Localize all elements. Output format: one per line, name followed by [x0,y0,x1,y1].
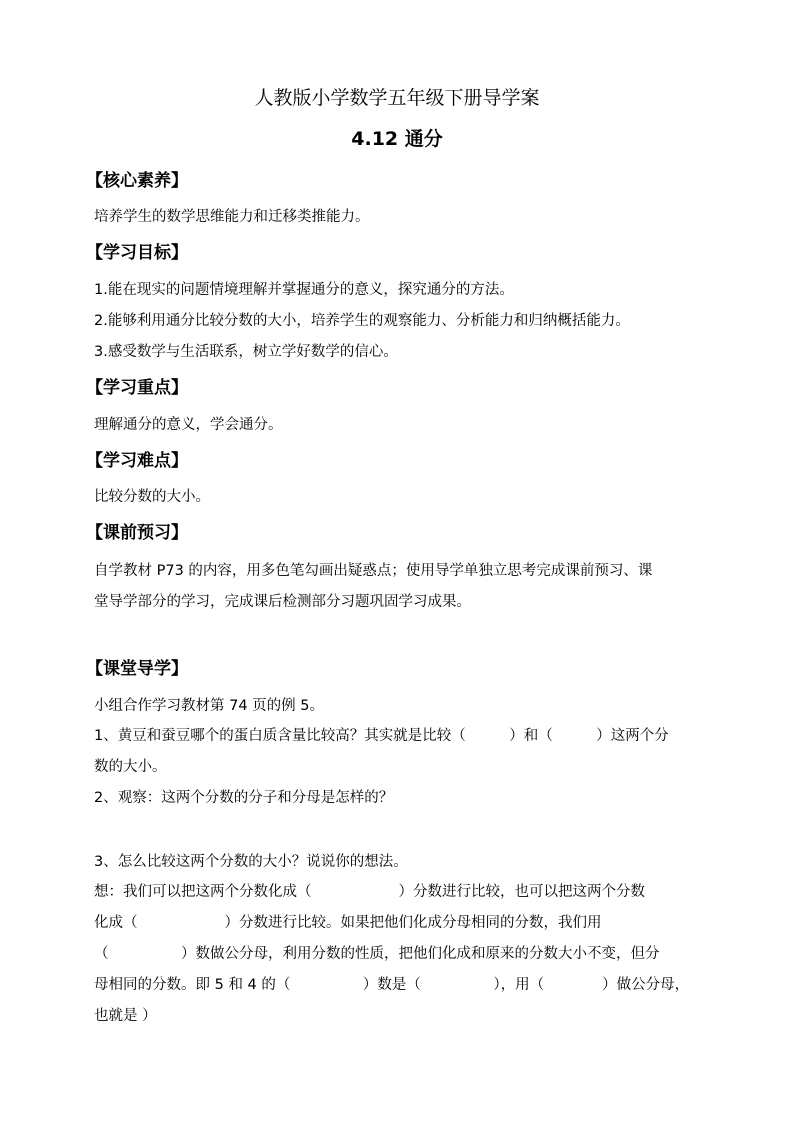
core-text: 培养学生的数学思维能力和迁移类推能力。 [94,209,370,225]
guide-line-5: 3、怎么比较这两个分数的大小？说说你的想法。 [94,854,408,870]
guide-line-6: 想：我们可以把这两个分数化成（ ）分数进行比较，也可以把这两个分数 [94,884,645,900]
goal-item-1: 1.能在现实的问题情境理解并掌握通分的意义，探究通分的方法。 [94,282,514,298]
goal-item-2: 2.能够利用通分比较分数的大小，培养学生的观察能力、分析能力和归纳概括能力。 [94,313,630,329]
preview-line-1: 自学教材 P73 的内容，用多色笔勾画出疑惑点；使用导学单独立思考完成课前预习、课 [94,563,653,579]
guide-line-2: 1、黄豆和蚕豆哪个的蛋白质含量比较高？其实就是比较（ ）和（ ）这两个分 [94,728,669,744]
guide-line-4: 2、观察：这两个分数的分子和分母是怎样的？ [94,790,394,806]
heading-goals: 【学习目标】 [86,243,188,263]
goal-item-3: 3.感受数学与生活联系，树立学好数学的信心。 [94,344,398,360]
preview-line-2: 堂导学部分的学习，完成课后检测部分习题巩固学习成果。 [94,594,471,610]
guide-line-10: 也就是 ） [94,1008,157,1024]
guide-line-1: 小组合作学习教材第 74 页的例 5。 [94,698,325,714]
guide-line-3: 数的大小。 [94,759,167,775]
guide-line-8: （ ）数做公分母，利用分数的性质，把他们化成和原来的分数大小不变，但分 [94,946,660,962]
heading-difficulty: 【学习难点】 [86,451,188,471]
document-title: 人教版小学数学五年级下册导学案 [254,87,540,109]
heading-guide: 【课堂导学】 [86,659,188,679]
heading-core: 【核心素养】 [86,171,188,191]
guide-line-9: 母相同的分数。即 5 和 4 的（ ）数是（ ），用（ ）做公分母， [94,977,690,993]
guide-line-7: 化成（ ）分数进行比较。如果把他们化成分母相同的分数，我们用 [94,915,602,931]
focus-text: 理解通分的意义，学会通分。 [94,417,283,433]
difficulty-text: 比较分数的大小。 [94,489,210,505]
lesson-title: 4.12 通分 [351,128,443,150]
heading-preview: 【课前预习】 [86,523,188,543]
heading-focus: 【学习重点】 [86,378,188,398]
